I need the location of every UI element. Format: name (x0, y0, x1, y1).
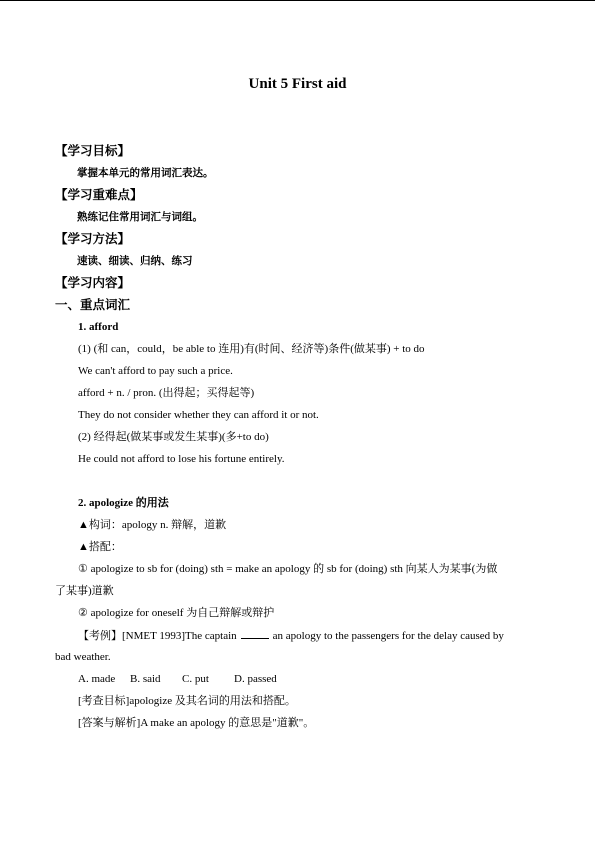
option-c: C. put (182, 673, 209, 685)
exam-target: [考查目标]apologize 及其名词的用法和搭配。 (78, 695, 296, 707)
apologize-word-formation: ▲构词：apology n. 辩解，道歉 (78, 519, 227, 531)
apologize-item-1: ① apologize to sb for (doing) sth = make an apology 的 sb for (doing) sth 向某人为某事(为做 (78, 563, 498, 575)
answer-blank (241, 628, 269, 639)
exam-example-rest: an apology to the passengers for the delay caused by (272, 630, 504, 642)
learning-method-text: 速读、细读、归纳、练习 (77, 255, 193, 267)
document-title: Unit 5 First aid (248, 76, 347, 92)
answer-explanation: [答案与解析]A make an apology 的意思是"道歉"。 (78, 717, 315, 729)
exam-example-prefix: 【考例】[NMET 1993]The captain (78, 630, 237, 642)
key-points-heading: 【学习重难点】 (55, 187, 143, 202)
afford-heading: 1. afford (78, 321, 119, 333)
afford-line-2: We can't afford to pay such a price. (78, 365, 233, 377)
afford-line-4: They do not consider whether they can afford it or not. (78, 409, 319, 421)
learning-content-heading: 【学习内容】 (55, 275, 131, 290)
key-points-text: 熟练记住常用词汇与词组。 (77, 211, 203, 223)
afford-line-6: He could not afford to lose his fortune entirely. (78, 453, 285, 465)
option-a: A. made (78, 673, 116, 685)
apologize-collocation-label: ▲搭配： (78, 541, 122, 553)
apologize-item-2: ② apologize for oneself 为自己辩解或辩护 (78, 607, 275, 619)
learning-method-heading: 【学习方法】 (55, 231, 131, 246)
top-border-line (0, 0, 595, 1)
afford-line-3: afford + n. / pron. (出得起；买得起等) (78, 387, 255, 399)
afford-line-5: (2) 经得起(做某事或发生某事)(多+to do) (78, 431, 269, 443)
answer-options (78, 672, 286, 687)
learning-goal-heading: 【学习目标】 (55, 143, 131, 158)
option-d: D. passed (234, 673, 277, 685)
apologize-heading: 2. apologize 的用法 (78, 497, 169, 509)
apologize-item-1-continued: 了某事)道歉 (55, 585, 114, 597)
exam-example-continued: bad weather. (55, 651, 111, 663)
afford-line-1: (1) (和 can，could，be able to 连用)有(时间、经济等)条件(做某事) + to do (78, 343, 425, 355)
learning-goal-text: 掌握本单元的常用词汇表达。 (77, 167, 214, 179)
option-b: B. said (130, 673, 161, 685)
key-vocabulary-heading: 一、重点词汇 (55, 297, 131, 312)
exam-example-line (78, 628, 504, 644)
